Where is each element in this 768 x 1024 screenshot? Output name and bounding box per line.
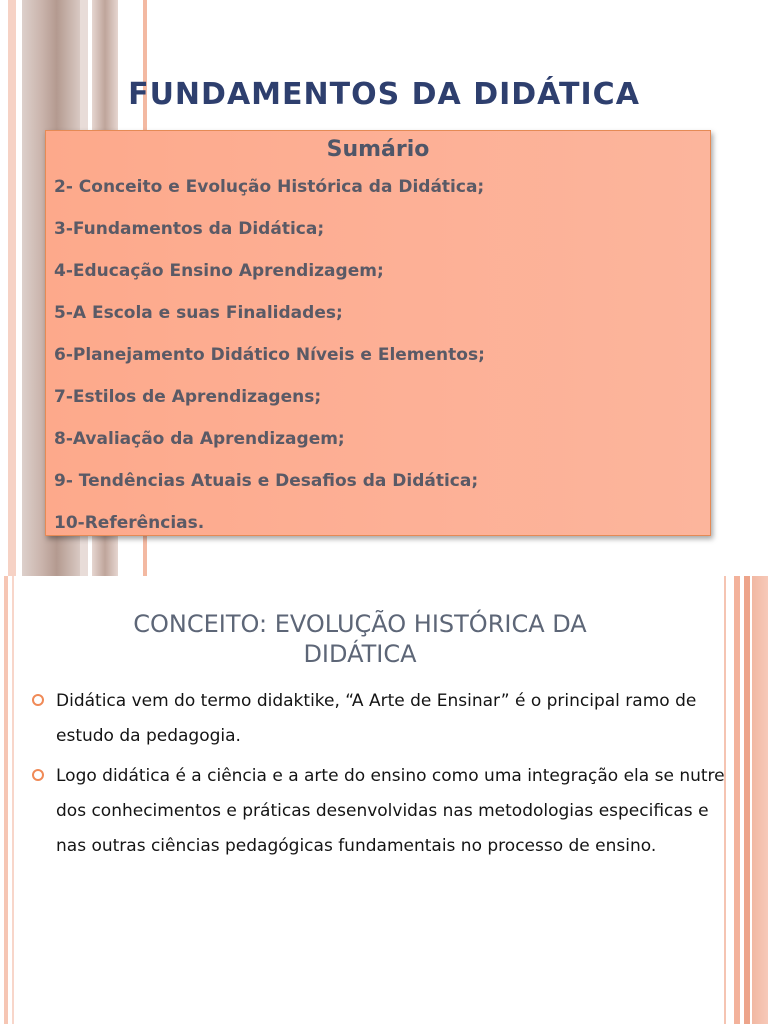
decorative-stripe	[4, 576, 8, 1024]
sumario-heading: Sumário	[326, 137, 430, 162]
slide-2	[0, 576, 768, 1024]
bullet-text: Logo didática é a ciência e a arte do ensino como uma integração ela se nutre dos conhecimentos e práticas desenvolvidas nas metodologias especificas e nas outras ciências pedagógicas fundamentais no processo de ensino.	[56, 766, 725, 856]
sumario-list	[46, 176, 710, 534]
sumario-item: 2- Conceito e Evolução Histórica da Didática;	[54, 177, 485, 197]
slide-2-title	[80, 609, 640, 669]
slide-1-title: FUNDAMENTOS DA DIDÁTICA	[128, 77, 640, 112]
sumario-box	[45, 130, 711, 536]
bullet-item	[32, 684, 732, 754]
sumario-item: 4-Educação Ensino Aprendizagem;	[54, 261, 384, 281]
bullet-list	[32, 684, 732, 864]
sumario-item: 5-A Escola e suas Finalidades;	[54, 303, 343, 323]
sumario-item: 6-Planejamento Didático Níveis e Elementos;	[54, 345, 485, 365]
bullet-text: Didática vem do termo didaktike, “A Arte de Ensinar” é o principal ramo de estudo da pedagogia.	[56, 691, 697, 746]
sumario-item: 9- Tendências Atuais e Desafios da Didática;	[54, 471, 479, 491]
slide-2-title-line-1: CONCEITO: EVOLUÇÃO HISTÓRICA DA	[133, 610, 587, 638]
bullet-item	[32, 759, 732, 864]
slide-2-title-line-2: DIDÁTICA	[303, 640, 417, 668]
decorative-stripe	[12, 576, 14, 1024]
decorative-stripe	[734, 576, 740, 1024]
circle-bullet-icon	[32, 694, 44, 706]
circle-bullet-icon	[32, 769, 44, 781]
decorative-stripe	[744, 576, 750, 1024]
sumario-item: 10-Referências.	[54, 513, 205, 533]
sumario-item: 7-Estilos de Aprendizagens;	[54, 387, 322, 407]
decorative-stripe	[752, 576, 768, 1024]
sumario-item: 8-Avaliação da Aprendizagem;	[54, 429, 345, 449]
sumario-item: 3-Fundamentos da Didática;	[54, 219, 325, 239]
